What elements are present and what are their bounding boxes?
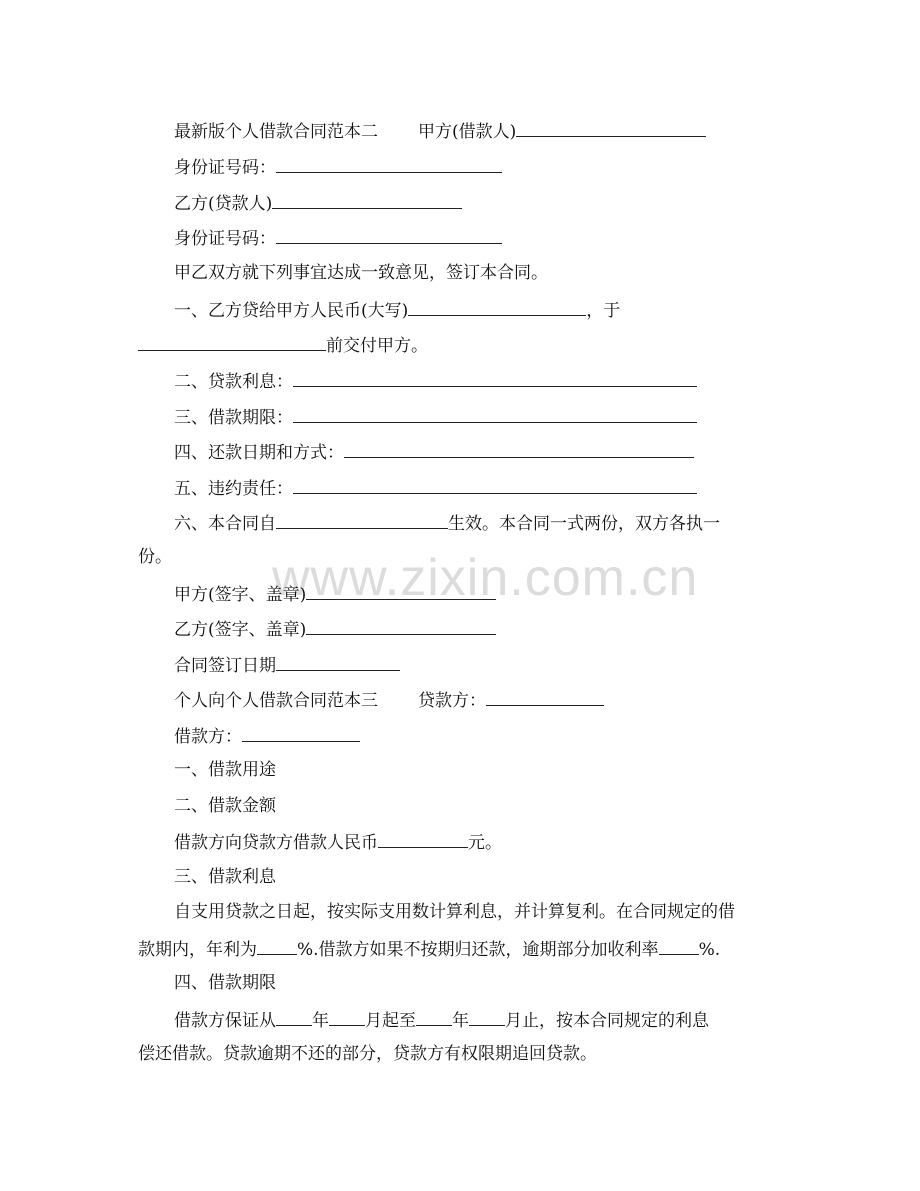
item1-label: 一、乙方贷给甲方人民币(大写): [174, 301, 409, 321]
item6-cont-line: 份。: [138, 547, 172, 567]
sign-a-line: [138, 581, 814, 607]
end-month-blank: [469, 1007, 505, 1026]
item6-line: [138, 510, 814, 536]
date-label: 合同签订日期: [174, 656, 276, 676]
id-a-blank: [276, 154, 502, 173]
item5-label: 五、违约责任：: [174, 479, 293, 499]
item1-amount-blank: [408, 297, 586, 316]
penalty-rate-blank: [659, 936, 699, 955]
date-blank: [276, 652, 400, 671]
item1-line: [138, 297, 814, 323]
s4-text-e: 月止，按本合同规定的利息: [505, 1011, 709, 1031]
watermark: www.zixin.com.cn: [272, 549, 699, 607]
s3-text-a: 款期内，年利为: [138, 940, 257, 960]
item6-label: 六、本合同自: [174, 514, 276, 534]
lender-blank: [486, 687, 604, 706]
item3-line: [138, 404, 814, 430]
section2-heading: 二、借款金额: [174, 796, 276, 816]
section3-heading: 三、借款利息: [174, 867, 276, 887]
item6-text: 生效。本合同一式两份，双方各执一: [448, 514, 720, 534]
borrower-line: [138, 723, 814, 749]
section3-para-line1: 自支用贷款之日起，按实际支用数计算利息，并计算复利。在合同规定的借: [174, 902, 735, 922]
id-a-label: 身份证号码：: [174, 158, 276, 178]
party-b-blank: [272, 190, 462, 209]
item4-blank: [344, 439, 694, 458]
start-month-blank: [329, 1007, 365, 1026]
sign-b-line: [138, 616, 814, 642]
s4-text-a: 借款方保证从: [174, 1011, 276, 1031]
s3-text-b: %.借款方如果不按期归还款，逾期部分加收利率: [297, 940, 659, 960]
item6-blank: [276, 510, 448, 529]
item1-date-blank: [138, 332, 326, 351]
sign-a-label: 甲方(签字、盖章): [174, 585, 307, 605]
item1-cont-line: [138, 332, 778, 358]
section2-suffix: 元。: [468, 833, 502, 853]
rate-blank: [257, 936, 297, 955]
agree-line: 甲乙双方就下列事宜达成一致意见，签订本合同。: [174, 263, 548, 283]
item2-line: [138, 368, 814, 394]
s4-year-label: 年: [312, 1011, 329, 1031]
id-a-line: [138, 154, 814, 180]
s3-text-c: %.: [698, 940, 721, 960]
start-year-blank: [276, 1007, 312, 1026]
item3-blank: [293, 404, 697, 423]
item5-line: [138, 475, 814, 501]
contract3-title-line: [138, 687, 814, 713]
sign-b-blank: [306, 616, 496, 635]
section2-text: 借款方向贷款方借款人民币: [174, 833, 378, 853]
sign-a-blank: [306, 581, 496, 600]
section4-para-line2: 偿还借款。贷款逾期不还的部分，贷款方有权限期追回贷款。: [138, 1044, 597, 1064]
s4-text-c: 月起至: [365, 1011, 416, 1031]
item3-label: 三、借款期限：: [174, 408, 293, 428]
date-line: [138, 652, 814, 678]
section4-heading: 四、借款期限: [174, 973, 276, 993]
end-year-blank: [416, 1007, 452, 1026]
item1-cont-text: 前交付甲方。: [326, 336, 428, 356]
section3-para-line2: [138, 936, 778, 962]
id-b-label: 身份证号码：: [174, 229, 276, 249]
section2-text-line: [138, 829, 814, 855]
s4-year-label-2: 年: [452, 1011, 469, 1031]
item2-label: 二、贷款利息：: [174, 372, 293, 392]
doc-title: 最新版个人借款合同范本二: [174, 122, 378, 142]
contract3-title: 个人向个人借款合同范本三: [174, 691, 378, 711]
section4-para-line1: [138, 1007, 814, 1033]
doc-title-line: [138, 118, 814, 144]
id-b-line: [138, 225, 814, 251]
lender-label: 贷款方：: [418, 691, 486, 711]
item5-blank: [293, 475, 697, 494]
item4-label: 四、还款日期和方式：: [174, 443, 344, 463]
item2-blank: [293, 368, 697, 387]
borrower-blank: [242, 723, 360, 742]
id-b-blank: [276, 225, 502, 244]
party-a-blank: [516, 118, 706, 137]
item1-suffix: ，于: [586, 301, 621, 321]
amount-blank: [378, 829, 468, 848]
section1-heading: 一、借款用途: [174, 760, 276, 780]
party-b-line: [138, 190, 814, 216]
party-a-label: 甲方(借款人): [418, 122, 517, 142]
item4-line: [138, 439, 814, 465]
sign-b-label: 乙方(签字、盖章): [174, 620, 307, 640]
party-b-label: 乙方(贷款人): [174, 194, 273, 214]
borrower-label: 借款方：: [174, 727, 242, 747]
